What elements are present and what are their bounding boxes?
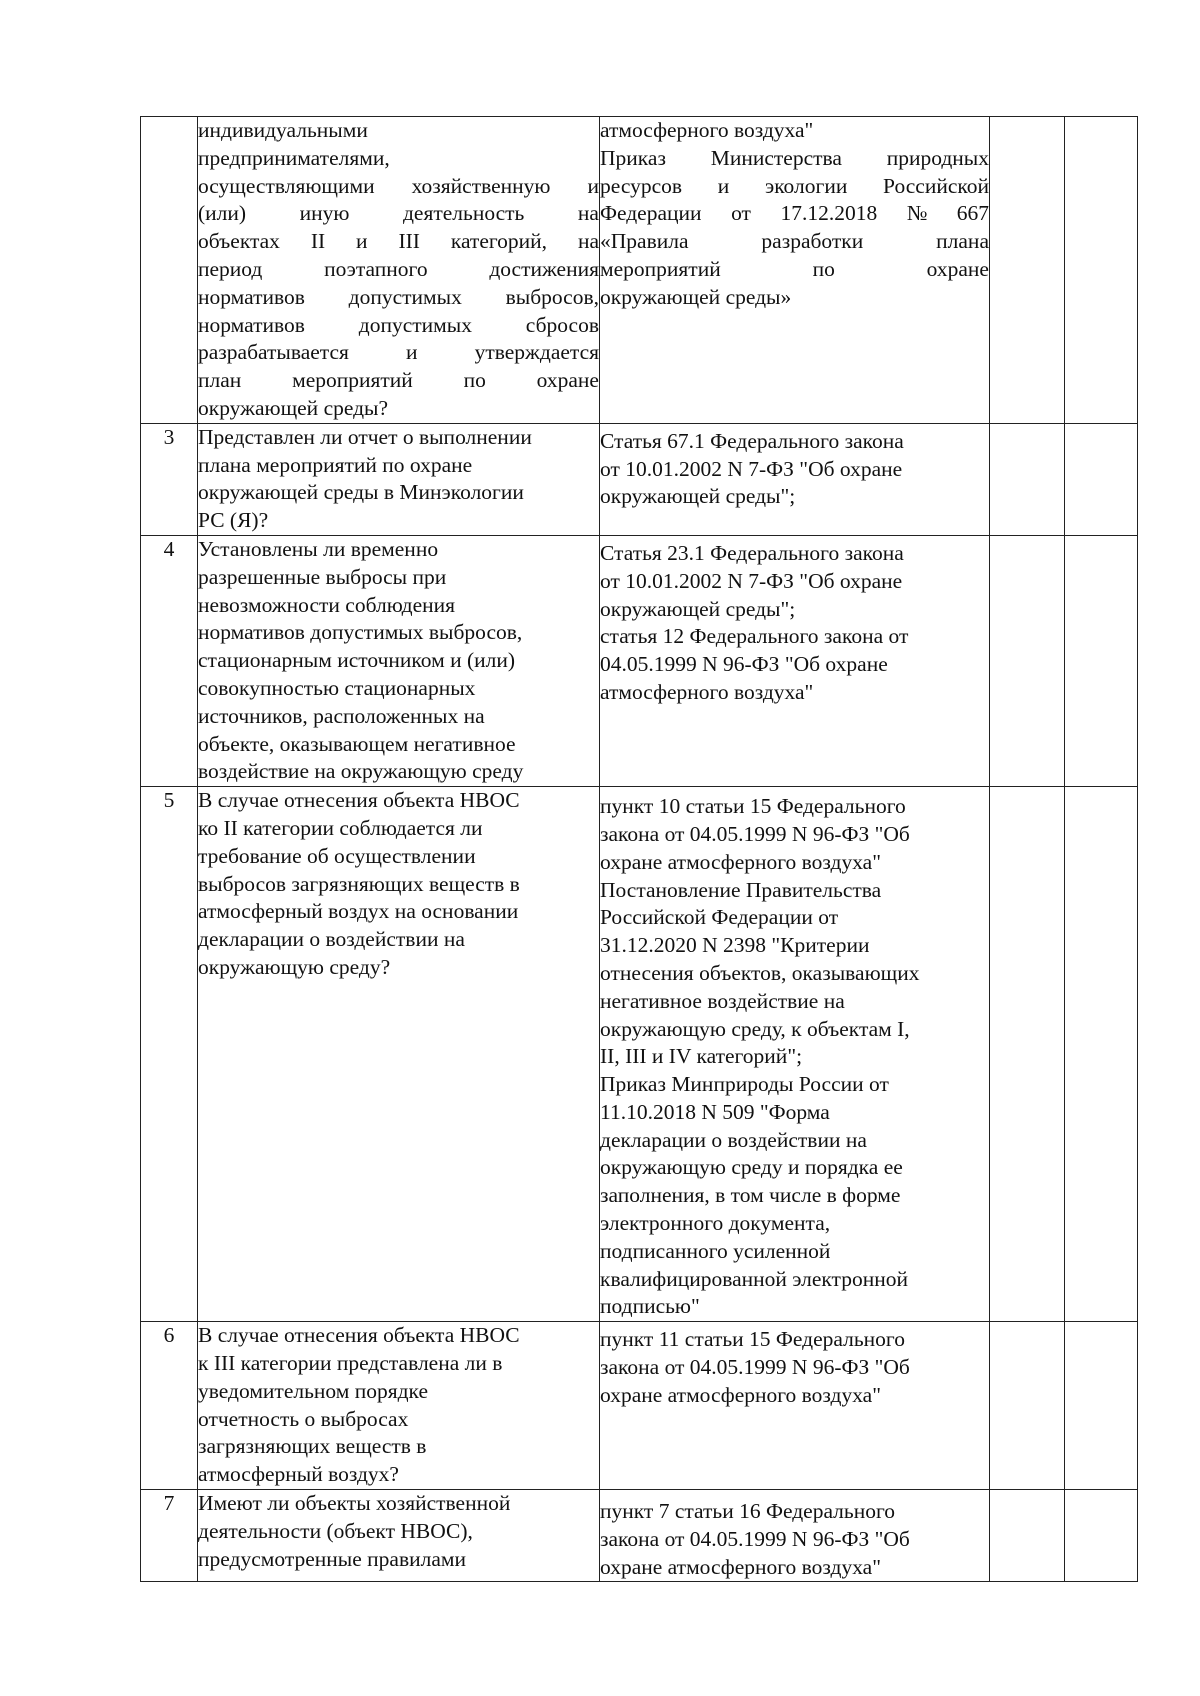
answer-yes-cell[interactable] (990, 1490, 1065, 1582)
text-line: ресурсов и экологии Российской (600, 173, 989, 198)
row-number: 7 (141, 1490, 198, 1582)
text-line: Приказ Минприроды России от (600, 1072, 889, 1097)
reference-cell (600, 1490, 990, 1582)
question-cell (198, 535, 600, 786)
text-line: отчетность о выбросах (198, 1406, 409, 1431)
text-line: разрабатывается и утверждается (198, 340, 599, 365)
text-line: охране атмосферного воздуха" (600, 849, 881, 874)
question-cell (198, 423, 600, 535)
text-line: осуществляющими хозяйственную и (198, 173, 599, 198)
text-line: закона от 04.05.1999 N 96-ФЗ "Об (600, 1526, 910, 1551)
table-row (141, 535, 1138, 786)
answer-no-cell[interactable] (1065, 423, 1138, 535)
text-line: статья 12 Федерального закона от (600, 624, 909, 649)
text-line: закона от 04.05.1999 N 96-ФЗ "Об (600, 821, 910, 846)
reference-cell (600, 117, 990, 424)
text-line: окружающей среды» (600, 284, 792, 309)
text-line: нормативов допустимых выбросов, (198, 620, 523, 645)
text-line: от 10.01.2002 N 7-ФЗ "Об охране (600, 456, 903, 481)
text-line: охране атмосферного воздуха" (600, 1382, 881, 1407)
text-line: Статья 67.1 Федерального закона (600, 428, 904, 453)
text-line: атмосферный воздух на основании (198, 899, 519, 924)
text-line: электронного документа, (600, 1211, 831, 1236)
text-line: источников, расположенных на (198, 703, 485, 728)
text-line: воздействие на окружающую среду (198, 759, 524, 784)
text-line: охране атмосферного воздуха" (600, 1554, 881, 1579)
text-line: окружающей среды в Минэкологии (198, 480, 524, 505)
text-line: (или) иную деятельность на (198, 201, 599, 226)
text-line: квалифицированной электронной (600, 1266, 908, 1291)
text-line: Федерации от 17.12.2018 № 667 (600, 201, 989, 226)
text-line: пункт 11 статьи 15 Федерального (600, 1327, 905, 1352)
answer-yes-cell[interactable] (990, 787, 1065, 1322)
text-line: нормативов допустимых сбросов (198, 312, 599, 337)
text-line: окружающую среду и порядка ее (600, 1155, 903, 1180)
table-row (141, 1322, 1138, 1490)
text-line: окружающей среды"; (600, 596, 796, 621)
text-line: окружающей среды"; (600, 484, 796, 509)
text-line: выбросов загрязняющих веществ в (198, 871, 520, 896)
text-line: ко II категории соблюдается ли (198, 815, 483, 840)
question-cell (198, 787, 600, 1322)
text-line: предпринимателями, (198, 145, 390, 170)
reference-cell (600, 535, 990, 786)
text-line: заполнения, в том числе в форме (600, 1183, 901, 1208)
reference-cell (600, 423, 990, 535)
question-cell (198, 1322, 600, 1490)
text-line: декларации о воздействии на (198, 927, 465, 952)
row-number: 6 (141, 1322, 198, 1490)
checklist-body (141, 117, 1138, 1582)
text-line: пункт 7 статьи 16 Федерального (600, 1499, 895, 1524)
text-line: деятельности (объект НВОС), (198, 1518, 473, 1543)
text-line: мероприятий по охране (600, 256, 989, 281)
text-line: стационарным источником и (или) (198, 648, 516, 673)
answer-no-cell[interactable] (1065, 535, 1138, 786)
text-line: невозможности соблюдения (198, 592, 456, 617)
text-line: Статья 23.1 Федерального закона (600, 540, 904, 565)
text-line: Имеют ли объекты хозяйственной (198, 1491, 511, 1516)
text-line: период поэтапного достижения (198, 256, 599, 281)
answer-no-cell[interactable] (1065, 787, 1138, 1322)
text-line: к III категории представлена ли в (198, 1351, 503, 1376)
text-line: Представлен ли отчет о выполнении (198, 424, 532, 449)
reference-cell (600, 1322, 990, 1490)
text-line: 11.10.2018 N 509 "Форма (600, 1099, 830, 1124)
answer-no-cell[interactable] (1065, 1322, 1138, 1490)
row-number: 5 (141, 787, 198, 1322)
text-line: РС (Я)? (198, 508, 269, 533)
text-line: пункт 10 статьи 15 Федерального (600, 794, 906, 819)
text-line: плана мероприятий по охране (198, 452, 473, 477)
text-line: от 10.01.2002 N 7-ФЗ "Об охране (600, 568, 903, 593)
text-line: II, III и IV категорий"; (600, 1044, 803, 1069)
text-line: разрешенные выбросы при (198, 564, 447, 589)
text-line: окружающую среду? (198, 954, 391, 979)
text-line: атмосферного воздуха" (600, 679, 814, 704)
row-number (141, 117, 198, 424)
answer-no-cell[interactable] (1065, 117, 1138, 424)
answer-yes-cell[interactable] (990, 535, 1065, 786)
answer-no-cell[interactable] (1065, 1490, 1138, 1582)
text-line: отнесения объектов, оказывающих (600, 960, 920, 985)
answer-yes-cell[interactable] (990, 423, 1065, 535)
text-line: В случае отнесения объекта НВОС (198, 1323, 520, 1348)
text-line: загрязняющих веществ в (198, 1434, 427, 1459)
text-line: атмосферный воздух? (198, 1462, 399, 1487)
text-line: 04.05.1999 N 96-ФЗ "Об охране (600, 652, 888, 677)
row-number: 4 (141, 535, 198, 786)
text-line: индивидуальными (198, 118, 368, 142)
text-line: Постановление Правительства (600, 877, 882, 902)
text-line: негативное воздействие на (600, 988, 845, 1013)
text-line: объекте, оказывающем негативное (198, 731, 516, 756)
text-line: «Правила разработки плана (600, 229, 989, 254)
text-line: предусмотренные правилами (198, 1546, 466, 1571)
text-line: атмосферного воздуха" (600, 118, 814, 142)
text-line: подписью" (600, 1294, 700, 1319)
text-line: совокупностью стационарных (198, 675, 476, 700)
text-line: Установлены ли временно (198, 536, 439, 561)
text-line: Приказ Министерства природных (600, 145, 989, 170)
text-line: план мероприятий по охране (198, 368, 599, 393)
answer-yes-cell[interactable] (990, 117, 1065, 424)
table-row (141, 423, 1138, 535)
row-number: 3 (141, 423, 198, 535)
text-line: закона от 04.05.1999 N 96-ФЗ "Об (600, 1355, 910, 1380)
answer-yes-cell[interactable] (990, 1322, 1065, 1490)
table-row (141, 1490, 1138, 1582)
text-line: уведомительном порядке (198, 1378, 429, 1403)
text-line: 31.12.2020 N 2398 "Критерии (600, 933, 870, 958)
table-row (141, 787, 1138, 1322)
text-line: Российской Федерации от (600, 905, 839, 930)
question-cell (198, 117, 600, 424)
text-line: окружающую среду, к объектам I, (600, 1016, 910, 1041)
question-cell (198, 1490, 600, 1582)
text-line: подписанного усиленной (600, 1238, 831, 1263)
text-line: В случае отнесения объекта НВОС (198, 788, 520, 813)
checklist-table (140, 116, 1138, 1582)
text-line: окружающей среды? (198, 395, 389, 420)
reference-cell (600, 787, 990, 1322)
text-line: объектах II и III категорий, на (198, 229, 599, 254)
text-line: нормативов допустимых выбросов, (198, 284, 599, 309)
text-line: требование об осуществлении (198, 843, 476, 868)
table-row (141, 117, 1138, 424)
text-line: декларации о воздействии на (600, 1127, 867, 1152)
